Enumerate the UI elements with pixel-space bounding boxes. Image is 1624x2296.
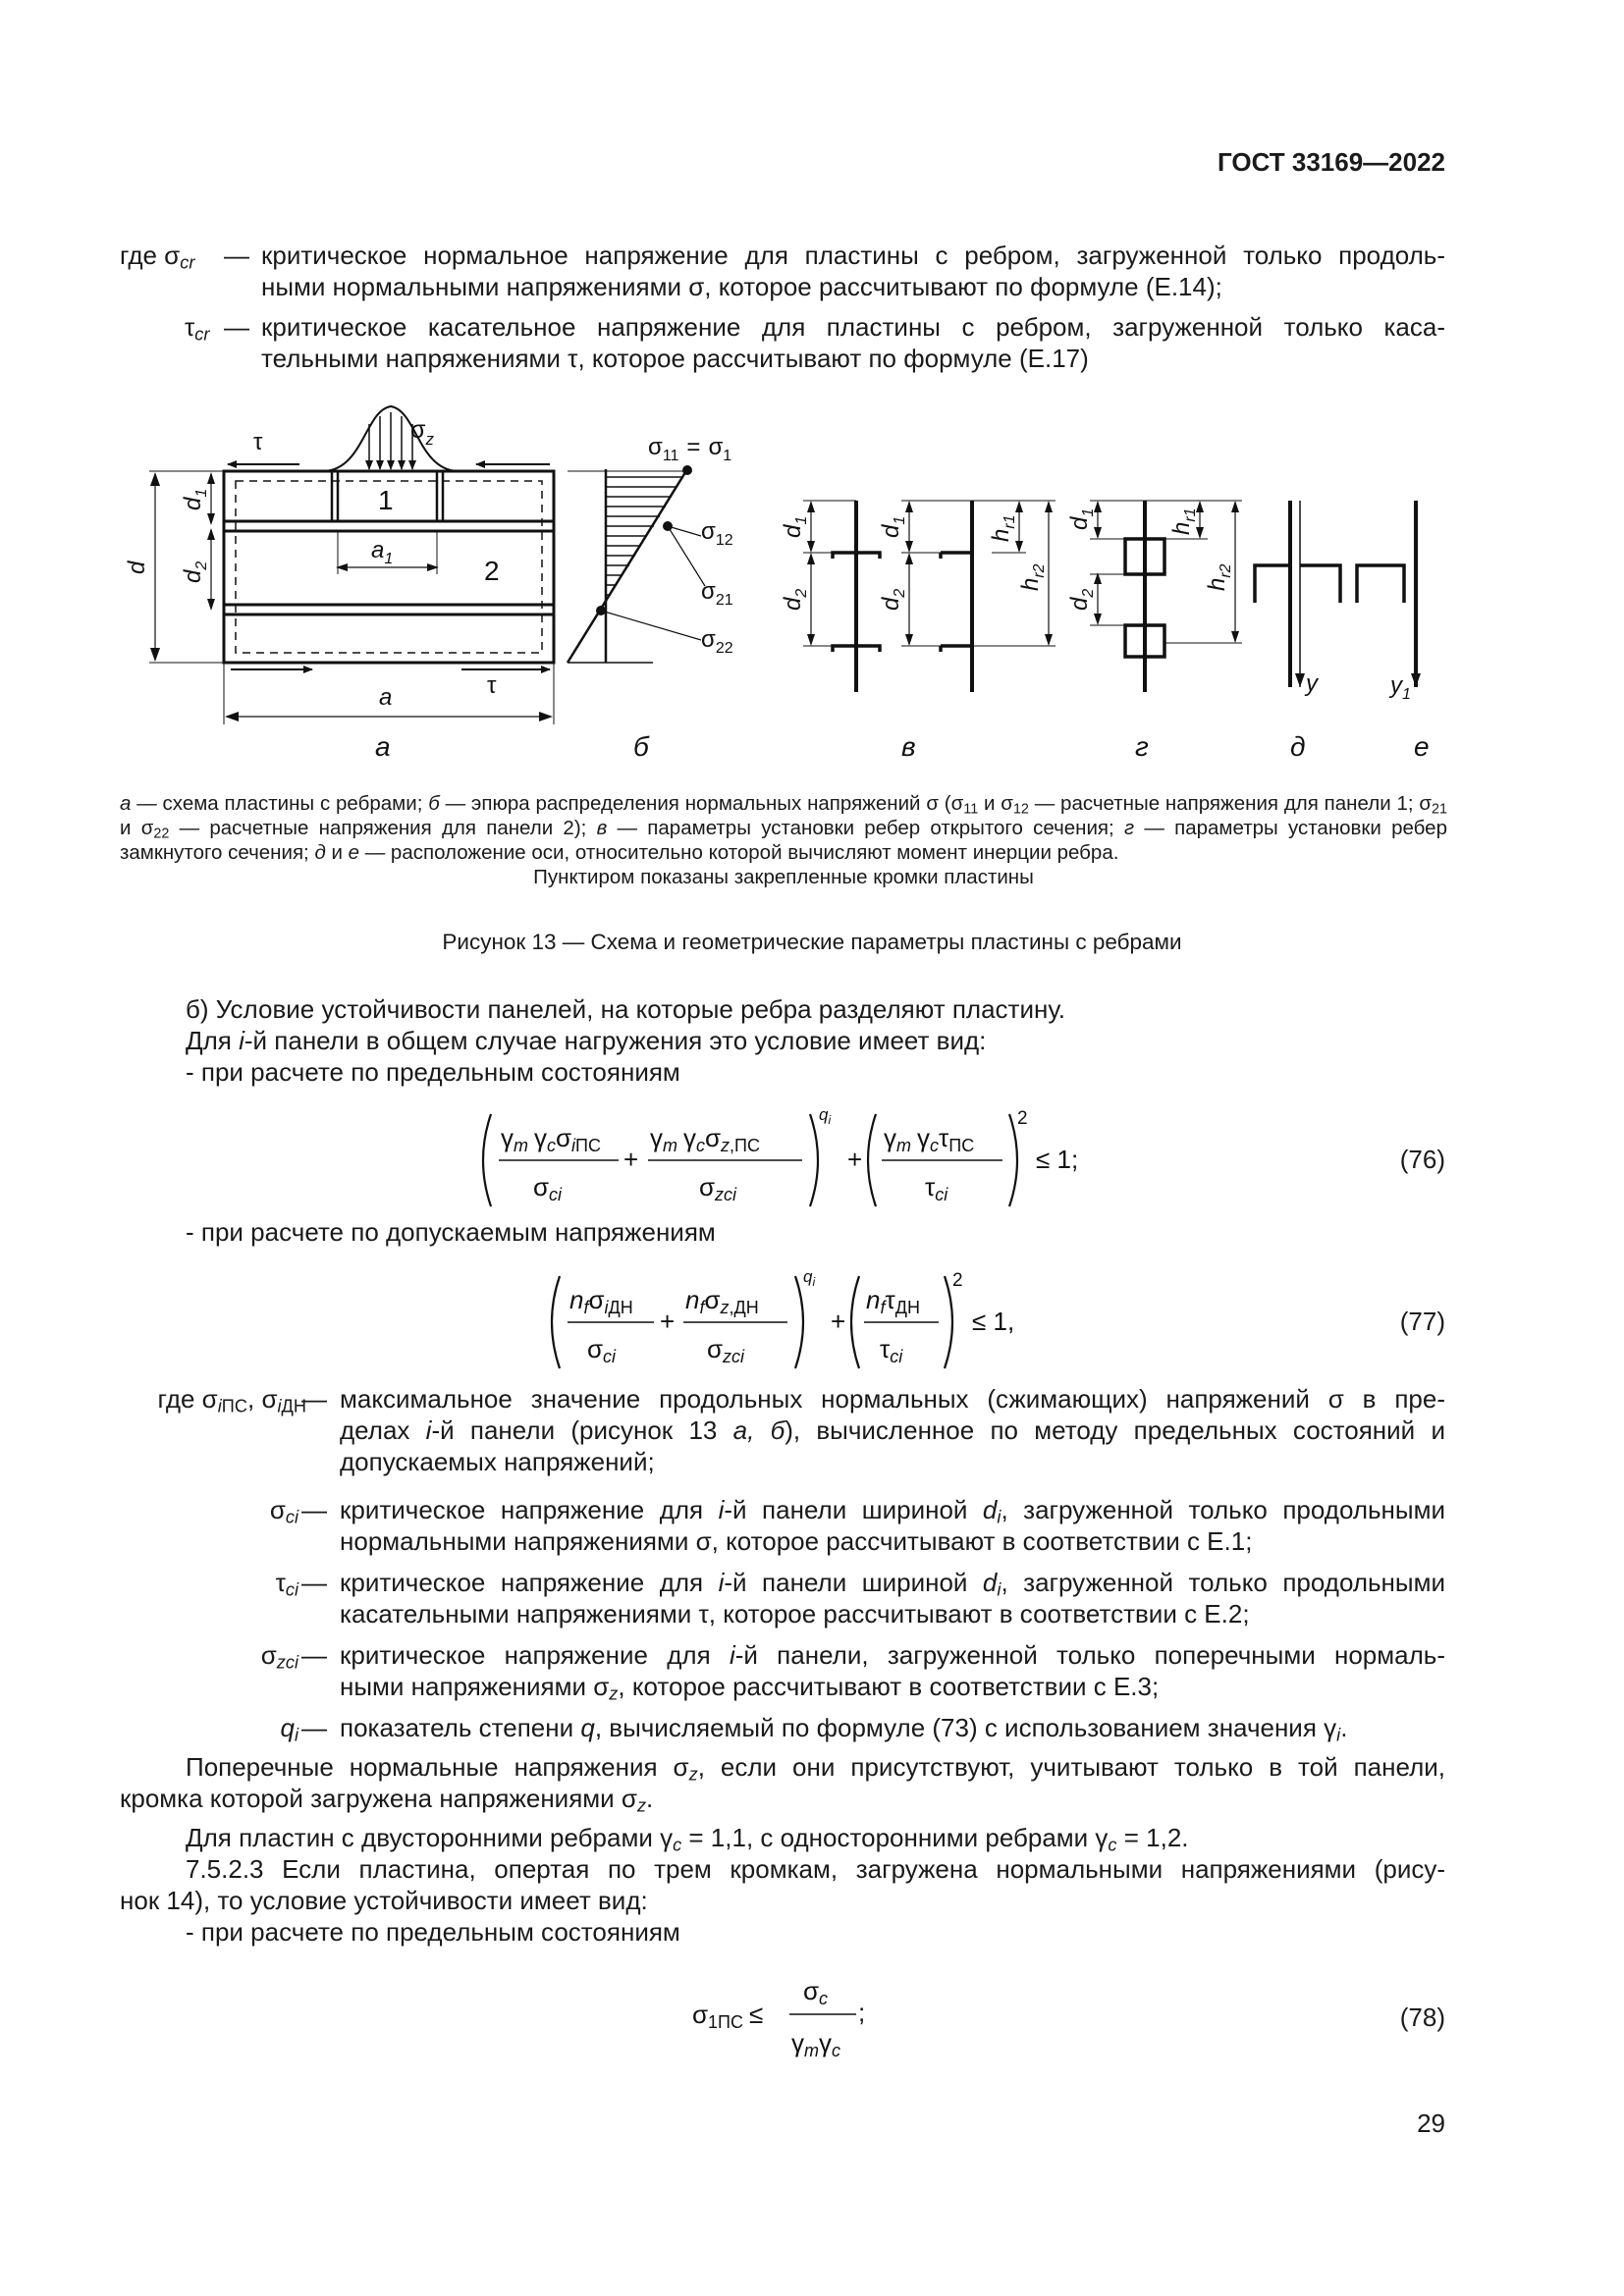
svg-text:+: +	[660, 1307, 676, 1336]
paragraph-transverse-line1: Поперечные нормальные напряжения $\sigma_z$, если они присутствуют, учитывают только в той панели,	[186, 1752, 1445, 1785]
def-tau-ci-symbol: $\tau_{ci}$	[275, 1568, 298, 1600]
label-g-hr1: $h_{r1}$	[1168, 507, 1199, 535]
svg-text:;: ;	[858, 1998, 866, 2027]
def-sigma-ips-line3: допускаемых напряжений;	[340, 1447, 655, 1476]
panel-d-axis	[1255, 501, 1340, 687]
def-sigma-zci-line2: ными напряжениями $\sigma_z$, которое рассчитывают в соответствии с Е.3;	[340, 1672, 1160, 1704]
def-q-i-symbol: $q_i$	[280, 1713, 298, 1745]
equation-number-78: (78)	[1399, 2002, 1445, 2032]
paragraph-b: б) Условие устойчивости панелей, на которые ребра разделяют пластину.	[186, 994, 1065, 1024]
label-a: a	[379, 684, 393, 711]
formula-78	[687, 1963, 943, 2066]
def-sigma-ips-line1: максимальное значение продольных нормальных (сжимающих) напряжений σ в пре-	[340, 1384, 1445, 1414]
svg-text:γmγcσz,ПС: γm γcσz,ПС	[650, 1123, 760, 1155]
formula-76	[471, 1104, 1100, 1217]
paragraph-7523-line2: нок 14), то условие устойчивости имеет вид:	[120, 1886, 648, 1915]
def-sigma-cr-line2: ными нормальными напряжениями σ, которое рассчитывают по формуле (Е.14);	[261, 272, 1222, 301]
label-a1: $a_1$	[371, 537, 394, 567]
def-sigma-ci-symbol: $\sigma_{ci}$	[269, 1495, 298, 1527]
paragraph-limit-states: - при расчете по предельным состояниям	[186, 1057, 680, 1087]
label-s12: $\sigma_{12}$	[701, 518, 733, 549]
svg-text:σ1ПС≤: σ1ПС ≤	[692, 2000, 764, 2032]
def-tau-ci-line2: касательными напряжениями τ, которое рассчитывают в соответствии с Е.2;	[340, 1599, 1250, 1629]
svg-text:nfτДН: nfτДН	[866, 1285, 920, 1317]
label-s22: $\sigma_{22}$	[701, 626, 733, 657]
def-tau-cr-line2: тельными напряжениями τ, которое рассчитывают по формуле (Е.17)	[261, 344, 1089, 373]
svg-text:≤ 1;: ≤ 1;	[1036, 1145, 1079, 1174]
label-panel-2: 2	[484, 556, 500, 586]
label-v-d1b: $d_1$	[878, 515, 908, 538]
figure-caption: а — схема пластины с ребрами; б — эпюра распределения нормальных напряжений σ ($\sigma_{11}$ и $\sigma_{12}$ — расчетные напряжения для панели 1; $\sigma_{21}$ и $\sigma_{22}$ — расчетные напряжения для панели 2); в — параметры установки ребер открытого сечения; г — параметры установки ребер замкнутого сечения; д и е — расположение оси, относительно которой вычисляют момент инерции ребра.	[120, 792, 1447, 864]
def-sigma-cr-symbol: где $\sigma_{cr}$	[120, 240, 195, 273]
def-sigma-zci-symbol: $\sigma_{zci}$	[260, 1640, 298, 1673]
figure-caption-last: Пунктиром показаны закрепленные кромки пластины	[533, 866, 1034, 888]
document-header: ГОСТ 33169—2022	[1218, 147, 1445, 177]
svg-text:τci: τci	[880, 1334, 903, 1366]
sublabel-a: а	[375, 731, 391, 762]
label-v-hr1: $h_{r1}$	[988, 514, 1018, 542]
paragraph-transverse-line2: кромка которой загружена напряжениями $\sigma_z$.	[120, 1784, 654, 1816]
label-g-d2: $d_2$	[1066, 588, 1097, 611]
svg-text:+: +	[623, 1145, 639, 1174]
label-s11-eq-s1: $\sigma_{11} = \sigma_1$	[648, 434, 732, 464]
label-y: y	[1306, 670, 1318, 697]
svg-text:2: 2	[952, 1270, 963, 1291]
paragraph-i-panel: Для i-й панели в общем случае нагружения это условие имеет вид:	[186, 1026, 987, 1055]
def-sigma-ci-line2: нормальными напряжениями σ, которое рассчитывают в соответствии с Е.1;	[340, 1526, 1253, 1556]
svg-text:qi: $q_i$	[819, 1105, 832, 1127]
def-dash: —	[301, 1495, 327, 1524]
def-tau-cr-symbol: $\tau_{cr}$	[185, 312, 210, 345]
svg-text:γmγcσiПС: γm γcσiПС	[501, 1123, 601, 1155]
label-v-d1: $d_1$	[780, 515, 810, 538]
sublabel-g: г	[1135, 731, 1149, 762]
svg-text:σzci: σzci	[699, 1172, 737, 1204]
def-dash: —	[224, 240, 249, 270]
label-y1: $y_1$	[1390, 672, 1411, 703]
def-sigma-cr-line1: критическое нормальное напряжение для пластины с ребром, загруженной только продоль-	[261, 240, 1445, 270]
panel-g-closed-ribs	[1090, 501, 1242, 692]
svg-text:γmγc: γmγc	[791, 2028, 840, 2060]
label-d1: $d_1$	[180, 488, 210, 510]
panel-e-axis	[1357, 501, 1421, 687]
label-d: d	[124, 561, 150, 574]
def-sigma-ips-symbol: где $\sigma_{iПС}$, $\sigma_{iДН}$	[157, 1384, 306, 1416]
def-sigma-ci-line1: критическое напряжение для i-й панели шириной $d_i$, загруженной только продольными	[340, 1495, 1445, 1527]
paragraph-7523-line1: 7.5.2.3 Если пластина, опертая по трем кромкам, загружена нормальными напряжениями (рису-	[186, 1854, 1445, 1884]
sublabel-b: б	[633, 731, 649, 762]
svg-text:γmγcτПС: γm γcτПС	[884, 1123, 975, 1155]
def-dash: —	[301, 1713, 327, 1742]
svg-text:2: 2	[1017, 1108, 1028, 1129]
label-g-d1: $d_1$	[1066, 507, 1097, 530]
svg-text:qi: $q_i$	[803, 1267, 816, 1289]
figure-13-diagram	[0, 388, 1624, 780]
paragraph-limit-states-2: - при расчете по предельным состояниям	[186, 1917, 680, 1947]
def-sigma-ips-line2: делах i-й панели (рисунок 13 а, б), вычисленное по методу предельных состояний и	[340, 1415, 1445, 1445]
sublabel-v: в	[901, 731, 916, 762]
formula-77	[540, 1266, 1031, 1379]
label-v-d2: $d_2$	[780, 588, 810, 611]
svg-text:σc: σc	[803, 1976, 829, 2008]
label-g-hr2: $h_{r2}$	[1204, 563, 1234, 591]
label-v-d2b: $d_2$	[878, 588, 908, 611]
def-q-i-line1: показатель степени q, вычисляемый по формуле (73) с использованием значения $\gamma_i$.	[340, 1713, 1348, 1745]
page-number: 29	[1417, 2109, 1445, 2138]
sublabel-d: д	[1290, 731, 1306, 762]
label-d2: $d_2$	[180, 561, 210, 583]
svg-text:τci: τci	[925, 1172, 948, 1204]
equation-number-77: (77)	[1399, 1307, 1445, 1336]
label-tau-top: τ	[253, 429, 263, 455]
svg-text:nfσz,ДН: nfσz,ДН	[685, 1285, 759, 1317]
def-dash: —	[301, 1640, 327, 1670]
def-tau-ci-line1: критическое напряжение для i-й панели шириной $d_i$, загруженной только продольными	[340, 1568, 1445, 1600]
svg-text:nfσiДН: nfσiДН	[569, 1285, 633, 1317]
label-sigma-z: $\sigma_z$	[410, 416, 434, 449]
panel-b-stress-diagram	[568, 466, 705, 663]
def-dash: —	[301, 1568, 327, 1597]
svg-text:σzci: σzci	[707, 1334, 745, 1366]
equation-number-76: (76)	[1399, 1145, 1445, 1174]
svg-text:+: +	[831, 1307, 846, 1336]
def-sigma-zci-line1: критическое напряжение для i-й панели, загруженной только поперечными нормаль-	[340, 1640, 1445, 1670]
paragraph-allowable-stresses: - при расчете по допускаемым напряжениям	[186, 1217, 716, 1247]
svg-text:+: +	[847, 1145, 863, 1174]
figure-title: Рисунок 13 — Схема и геометрические параметры пластины с ребрами	[442, 930, 1182, 954]
svg-text:σci: σci	[533, 1172, 563, 1204]
svg-text:≤ 1,: ≤ 1,	[972, 1307, 1015, 1336]
def-dash: —	[224, 312, 249, 342]
sublabel-e: е	[1414, 731, 1430, 762]
label-v-hr2: $h_{r2}$	[1017, 563, 1048, 591]
paragraph-gamma-c: Для пластин с двусторонними ребрами $\gamma_c = 1,1$, с односторонними ребрами $\gamma_c = 1,2$.	[186, 1823, 1189, 1855]
def-tau-cr-line1: критическое касательное напряжение для пластины с ребром, загруженной только каса-	[261, 312, 1445, 342]
label-tau-bottom: τ	[487, 672, 497, 699]
label-s21: $\sigma_{21}$	[701, 578, 733, 609]
def-dash: —	[301, 1384, 327, 1414]
svg-text:σci: σci	[587, 1334, 617, 1366]
label-panel-1: 1	[378, 485, 394, 515]
